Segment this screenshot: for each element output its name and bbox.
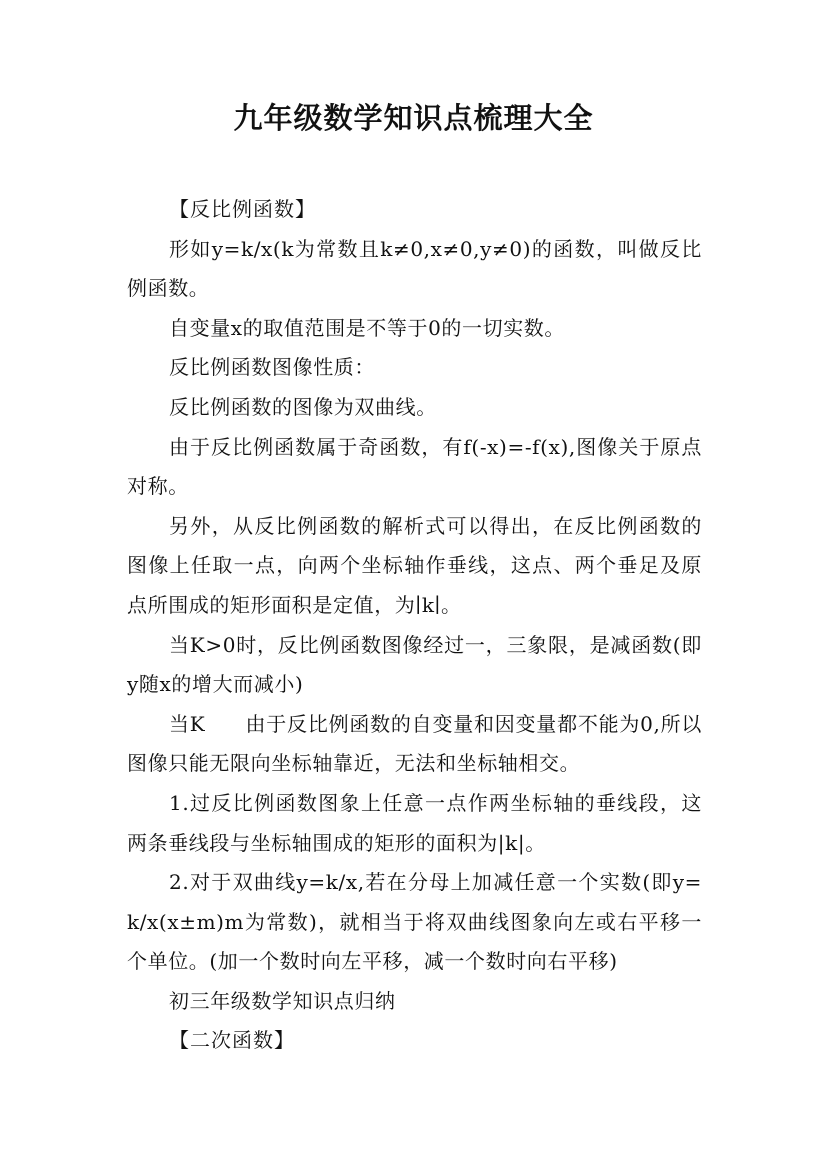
paragraph-grade9-summary: 初三年级数学知识点归纳	[169, 988, 396, 1013]
paragraph-domain: 自变量x的取值范围是不等于0的一切实数。	[169, 315, 566, 340]
section-heading-quadratic: 【二次函数】	[169, 1028, 295, 1053]
paragraph-symmetry: 由于反比例函数属于奇函数，有f(-x)=-f(x),图像关于原点对称。	[127, 434, 702, 499]
document-body	[127, 190, 702, 1061]
paragraph-axes-rest: 由于反比例函数的自变量和因变量都不能为0,所以图像只能无限向坐标轴靠近，无法和坐标轴相交。	[127, 711, 702, 776]
document-title: 九年级数学知识点梳理大全	[233, 101, 594, 135]
paragraph-definition: 形如y=k/x(k为常数且k≠0,x≠0,y≠0)的函数，叫做反比例函数。	[127, 236, 702, 301]
paragraph-point-1: 1.过反比例函数图象上任意一点作两坐标轴的垂线段，这两条垂线段与坐标轴围成的矩形的面积为|k|。	[127, 790, 702, 855]
paragraph-point-2: 2.对于双曲线y=k/x,若在分母上加减任意一个实数(即y=k/x(x±m)m为常数)，就相当于将双曲线图象向左或右平移一个单位。(加一个数时向左平移，减一个数时向右平移)	[127, 870, 702, 974]
paragraph-hyperbola: 反比例函数的图像为双曲线。	[169, 394, 437, 419]
paragraph-axes-start: 当K	[169, 711, 206, 736]
paragraph-rectangle-area: 另外，从反比例函数的解析式可以得出，在反比例函数的图像上任取一点，向两个坐标轴作垂线，这点、两个垂足及原点所围成的矩形面积是定值，为∣k∣。	[127, 513, 702, 617]
paragraph-axes	[127, 705, 702, 784]
paragraph-k-positive: 当K>0时，反比例函数图像经过一，三象限，是减函数(即y随x的增大而减小)	[127, 632, 702, 697]
section-heading-inverse-proportion: 【反比例函数】	[169, 197, 316, 221]
paragraph-properties-heading: 反比例函数图像性质：	[169, 355, 375, 380]
